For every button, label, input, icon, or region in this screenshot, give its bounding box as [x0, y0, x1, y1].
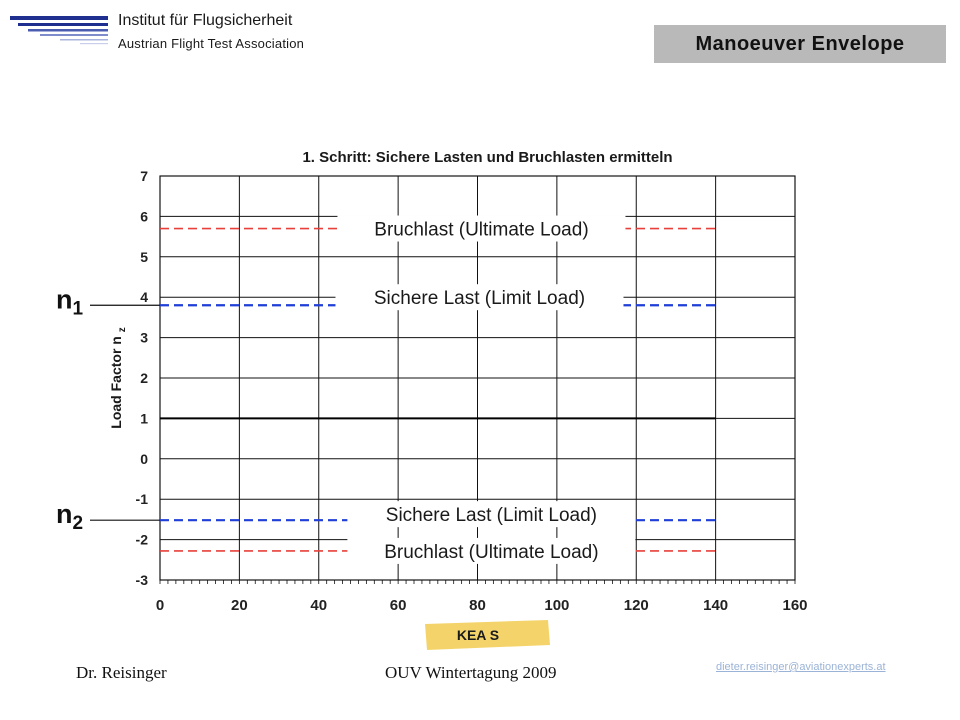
y-tick-label: 5	[140, 248, 148, 265]
y-tick-label: 0	[140, 450, 148, 467]
x-tick-label: 20	[231, 597, 248, 614]
y-axis-label: Load Factor n $_z$	[108, 327, 128, 429]
y-tick-label: 4	[140, 289, 148, 306]
y-tick-label: -1	[135, 491, 148, 508]
x-tick-label: 100	[544, 597, 570, 614]
annotation-label-2: Sichere Last (Limit Load)	[373, 288, 586, 310]
association-name: Austrian Flight Test Association	[118, 36, 305, 51]
footer-email-link[interactable]: dieter.reisinger@aviationexperts.at	[716, 661, 886, 673]
x-tick-label: 0	[155, 597, 165, 614]
institute-name: Institut für Flugsicherheit	[118, 12, 293, 29]
x-tick-label: 60	[389, 597, 407, 614]
y-tick-label: -2	[135, 531, 148, 548]
x-tick-label: 140	[703, 597, 729, 614]
x-axis-label: KEA S	[456, 627, 500, 643]
y-tick-label: 1	[140, 410, 148, 427]
x-tick-label: 80	[469, 597, 486, 614]
section-title: Manoeuver Envelope	[654, 25, 946, 63]
x-tick-label: 120	[623, 597, 649, 614]
y-tick-label: 3	[140, 329, 148, 346]
y-tick-label: -3	[135, 572, 148, 588]
y-tick-label: 7	[140, 168, 148, 184]
x-tick-label: 160	[782, 597, 808, 614]
marker-label-n2: $n_2$	[56, 499, 84, 535]
footer-author: Dr. Reisinger	[76, 663, 167, 682]
annotation-label-4: Bruchlast (Ultimate Load)	[384, 541, 599, 563]
x-tick-label: 40	[310, 597, 328, 614]
y-tick-label: 6	[140, 208, 148, 225]
y-tick-label: 2	[140, 370, 148, 386]
annotation-label-3: Sichere Last (Limit Load)	[385, 505, 597, 527]
annotation-label-1: Bruchlast (Ultimate Load)	[374, 219, 589, 241]
footer-event: OUV Wintertagung 2009	[385, 663, 557, 682]
marker-label-n1: $n_1$	[56, 284, 84, 320]
chart-title: 1. Schritt: Sichere Lasten und Bruchlasten ermitteln	[302, 149, 673, 166]
